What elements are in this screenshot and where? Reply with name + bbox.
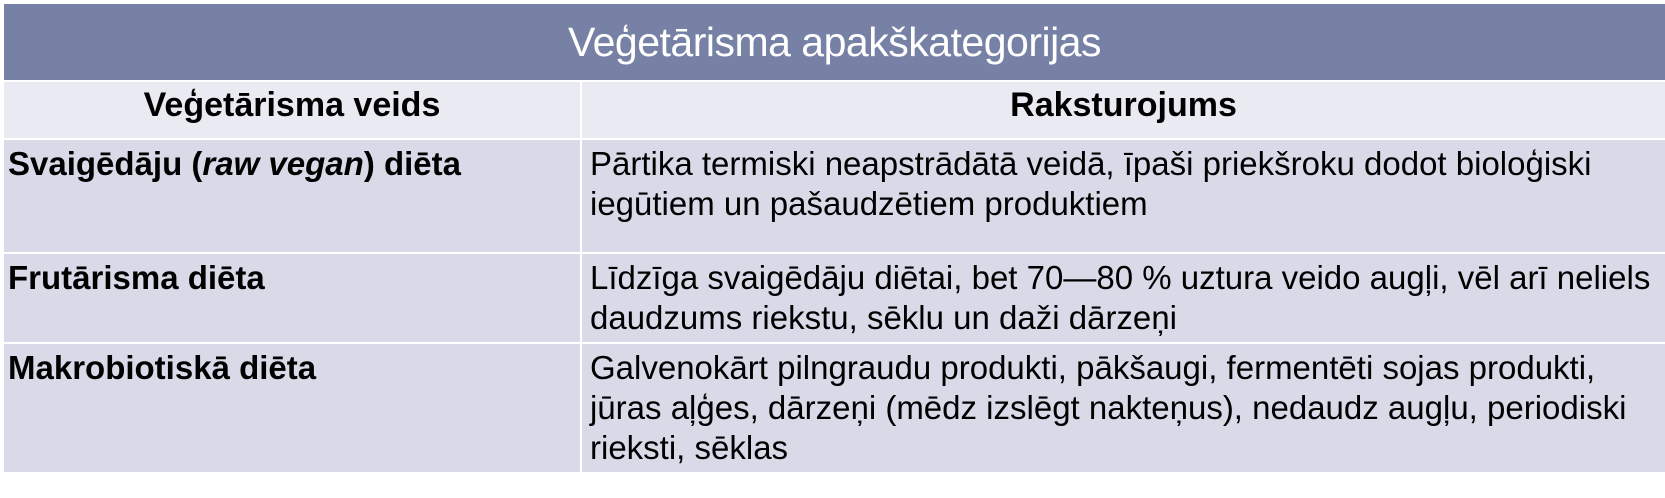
table-title: Veģetārisma apakškategorijas: [4, 4, 1665, 81]
diet-name-part: ) diēta: [363, 145, 461, 182]
diet-description-cell: Līdzīga svaigēdāju diētai, bet 70—80 % uztura veido augļi, vēl arī neliels daudzums riekstu, sēklu un daži dārzeņi: [581, 253, 1665, 343]
column-header-description: Raksturojums: [581, 81, 1665, 139]
column-header-type: Veģetārisma veids: [4, 81, 581, 139]
diet-name-italic: raw vegan: [202, 145, 364, 182]
diet-name-part: Svaigēdāju (: [8, 145, 203, 182]
diet-name-cell: Frutārisma diēta: [4, 253, 581, 343]
diet-name-cell: Makrobiotiskā diēta: [4, 343, 581, 473]
vegetarianism-table: [4, 4, 1665, 474]
table-row: [4, 343, 1665, 473]
diet-description-cell: Pārtika termiski neapstrādātā veidā, īpaši priekšroku dodot bioloģiski iegūtiem un pašaudzētiem produktiem: [581, 139, 1665, 253]
header-row: [4, 81, 1665, 139]
title-row: [4, 4, 1665, 81]
subcategories-table: [4, 4, 1665, 474]
diet-name-cell: [4, 139, 581, 253]
diet-description-cell: Galvenokārt pilngraudu produkti, pākšaugi, fermentēti sojas produkti, jūras aļģes, dārzeņi (mēdz izslēgt nakteņus), nedaudz augļu, periodiski rieksti, sēklas: [581, 343, 1665, 473]
table-row: [4, 253, 1665, 343]
table-row: [4, 139, 1665, 253]
